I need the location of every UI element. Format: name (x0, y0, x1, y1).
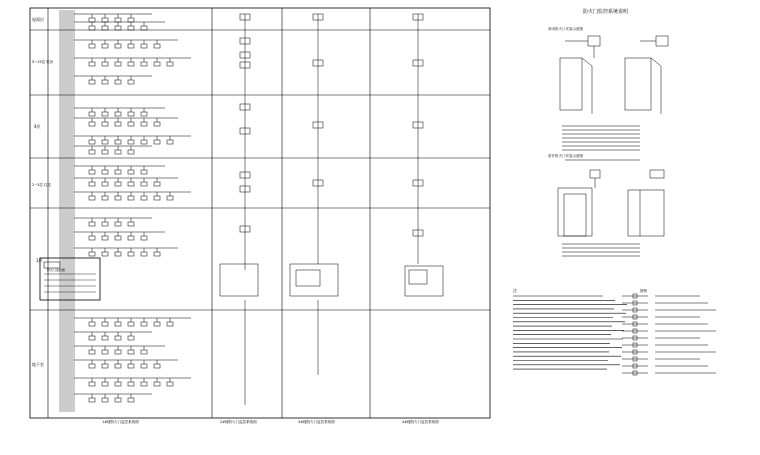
device-branch (74, 218, 152, 226)
sheet-title: 防火门监控系统说明 (583, 9, 629, 15)
device-branch (74, 166, 165, 174)
device-branch (74, 318, 191, 326)
column-dividers (212, 8, 370, 418)
device-branch (74, 360, 178, 368)
left-sheet-frame (30, 8, 490, 418)
device-branch (74, 76, 152, 84)
panel-label: 防火门监控器 (47, 268, 66, 272)
device-branch (74, 232, 165, 240)
floor-label-4: 4层 (34, 124, 41, 129)
device-branch (74, 118, 178, 126)
device-branch (74, 248, 178, 256)
detail-normally-closed-door (560, 36, 668, 114)
column-caption-4: 4#楼防火门监控系统图 (402, 420, 439, 424)
riser-building-2 (220, 14, 258, 405)
column-caption-1: 1#楼防火门监控系统图 (102, 420, 139, 424)
device-branch (74, 346, 165, 354)
detail-normally-open-door (558, 160, 664, 236)
notes-text-block (513, 126, 640, 369)
column-caption-2: 2#楼防火门监控系统图 (220, 420, 257, 424)
riser-building-3 (290, 14, 338, 375)
floor-dividers (30, 30, 490, 310)
floor-label-roof: 屋面层 (32, 17, 44, 22)
floor-label-1: 1层 (36, 258, 43, 263)
legend-title: 图例 (640, 289, 647, 293)
riser-bus (60, 10, 74, 412)
device-branch (74, 332, 152, 340)
device-branch (74, 22, 165, 30)
column-caption-3: 3#楼防火门监控系统图 (298, 420, 335, 424)
floor-label-2-3: 2~3层 住宅 (32, 183, 51, 187)
detail-title-closed: 常闭防火门安装示意图 (548, 27, 583, 31)
floor-label-5-15: 5~15层 机房 (32, 60, 54, 64)
floor-label-basement: 地下室 (32, 362, 44, 367)
device-branch (74, 58, 191, 66)
riser-building-4 (405, 14, 443, 296)
device-branch (74, 192, 191, 200)
notes-title: 注： (513, 288, 521, 293)
device-branch (74, 394, 152, 402)
device-branch (74, 136, 191, 144)
detail-title-open: 常开防火门安装示意图 (548, 154, 583, 158)
device-branch (74, 146, 152, 154)
device-branch (74, 378, 191, 386)
legend-table (622, 294, 716, 375)
device-branch (74, 178, 178, 186)
device-branch (74, 14, 152, 22)
device-branch (74, 40, 178, 48)
device-branch (74, 108, 165, 116)
